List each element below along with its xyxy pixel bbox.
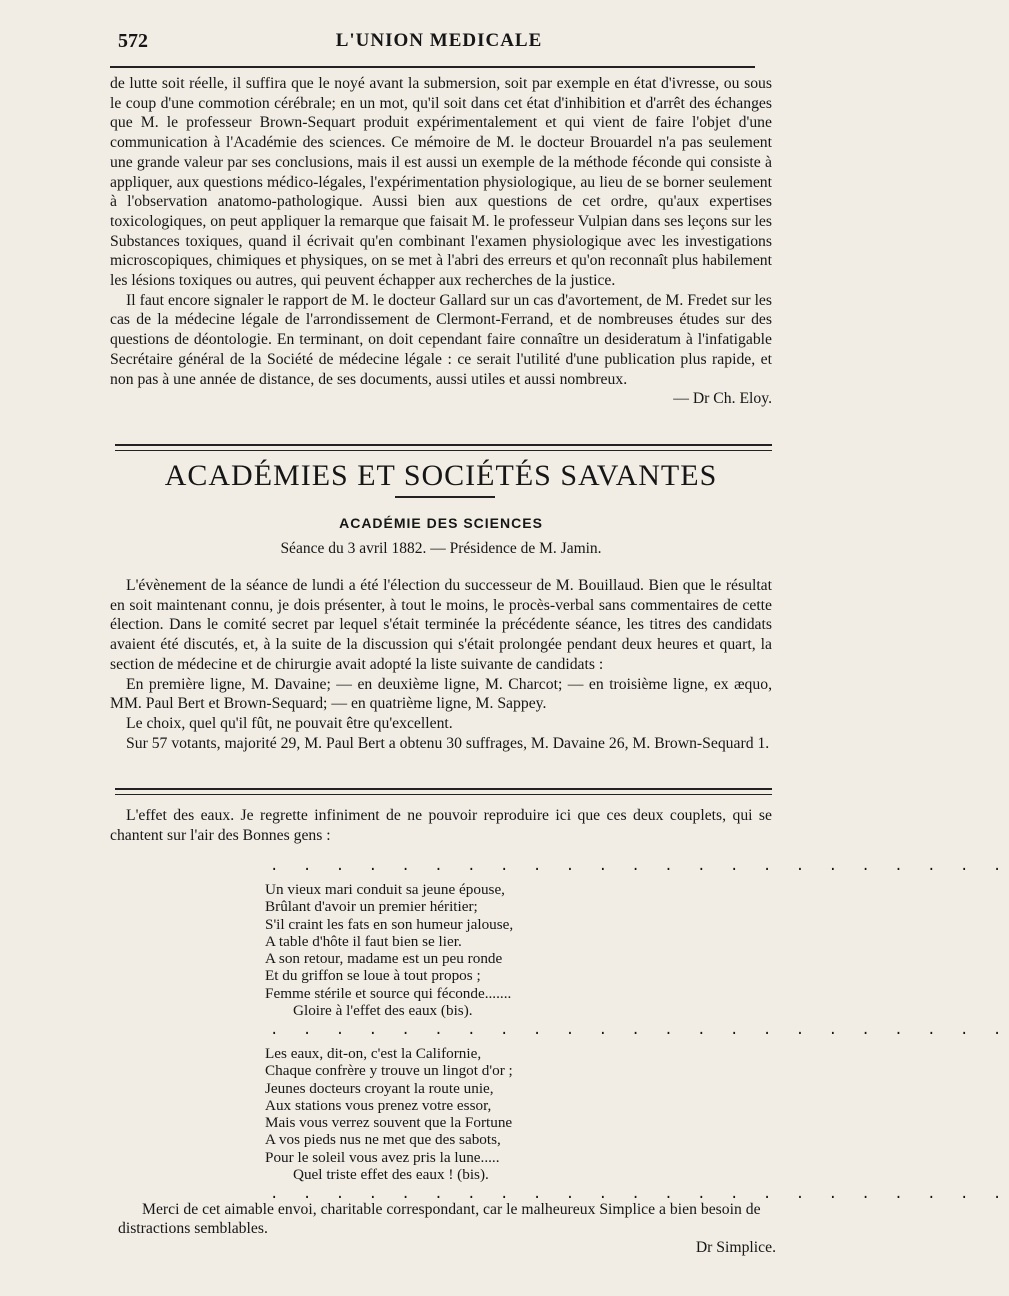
running-title: L'UNION MEDICALE	[335, 30, 543, 51]
page-header	[118, 30, 760, 64]
section-divider-2	[115, 788, 772, 795]
closing-signature: Dr Simplice.	[695, 1239, 776, 1256]
report-paragraph-3: Le choix, quel qu'il fût, ne pouvait être qu'excellent.	[126, 714, 453, 732]
top-article-signature: — Dr Ch. Eloy.	[673, 390, 772, 408]
eaux-intro-text: L'effet des eaux. Je regrette infiniment de ne pouvoir reproduire ici que ces deux couplets, qui se chantent sur l'air des Bonnes gens :	[110, 807, 772, 844]
section-divider	[115, 444, 772, 451]
closing-text: Merci de cet aimable envoi, charitable correspondant, car le malheureux Simplice a bien besoin de distractions semblables.	[118, 1201, 761, 1237]
verse-line: Mais vous verrez souvent que la Fortune	[265, 1114, 513, 1132]
session-line: Séance du 3 avril 1882. — Présidence de M. Jamin.	[280, 540, 602, 557]
verse-refrain: Gloire à l'effet des eaux (bis).	[293, 1002, 473, 1020]
verse-line: A table d'hôte il faut bien se lier.	[265, 932, 462, 950]
top-article-paragraph-1: de lutte soit réelle, il suffira que le noyé avant la submersion, soit par exemple en état d'ivresse, ou sous le coup d'une commotion cérébrale; en un mot, qu'il soit dans cet état d'inhibition et d'arrêt des échanges que M. le professeur Brown-Sequart produit expérimentalement et qui vient de faire l'objet d'une communication à l'Académie des sciences. Ce mémoire de M. le docteur Brouardel n'a pas seulement une grande valeur par ses conclusions, mais il est aussi un exemple de la méthode féconde qui consiste à appliquer, aux questions médico-légales, l'expérimentation physiologique, au lieu de se borner seulement à l'observation anatomo-pathologique. Aussi bien aux questions de cet ordre, qu'aux expertises toxicologiques, on peut appliquer la remarque que faisait M. le professeur Vulpian dans ses leçons sur les Substances toxiques, quand il écrivait qu'en combinant l'examen physiologique avec les investigations microscopiques, chimiques et physiques, on se met à l'abri des erreurs et qu'on reconnaît plus habilement les lésions toxiques ou autres, qui peuvent échapper aux recherches de la justice.	[110, 75, 772, 290]
verse-line: Les eaux, dit-on, c'est la Californie,	[265, 1045, 482, 1062]
verse-line: Et du griffon se loue à tout propos ;	[265, 967, 481, 985]
ellipsis-row-1: . . . . . . . . . . . . . . . . . . . . . . .	[270, 858, 1009, 874]
verse-line: A son retour, madame est un peu ronde	[265, 950, 503, 968]
subsection-title: ACADÉMIE DES SCIENCES	[339, 515, 543, 531]
verse-1	[265, 881, 565, 1019]
verse-2	[265, 1045, 565, 1183]
top-article	[110, 74, 772, 409]
closing-paragraph	[118, 1200, 776, 1257]
verse-line: Brûlant d'avoir un premier héritier;	[265, 898, 478, 916]
verse-line: Pour le soleil vous avez pris la lune.....	[265, 1148, 500, 1166]
ellipsis-row-3: . . . . . . . . . . . . . . . . . . . . . . .	[270, 1186, 1009, 1202]
report-paragraph-4: Sur 57 votants, majorité 29, M. Paul Bert a obtenu 30 suffrages, M. Davaine 26, M. Brown-Sequard 1.	[126, 734, 770, 752]
verse-line: Femme stérile et source qui féconde.......	[265, 984, 512, 1002]
verse-line: A vos pieds nus ne met que des sabots,	[265, 1131, 501, 1149]
verse-line: S'il craint les fats en son humeur jalouse,	[265, 915, 514, 933]
verse-line: Aux stations vous prenez votre essor,	[265, 1096, 492, 1114]
report-paragraph-2: En première ligne, M. Davaine; — en deuxième ligne, M. Charcot; — en troisième ligne, ex æquo, MM. Paul Bert et Brown-Sequard; — en quatrième ligne, M. Sappey.	[110, 675, 772, 713]
ellipsis-row-2: . . . . . . . . . . . . . . . . . . . . . . .	[270, 1022, 1009, 1038]
section-title: ACADÉMIES ET SOCIÉTÉS SAVANTES	[164, 459, 718, 492]
title-rule	[395, 496, 495, 498]
page-number: 572	[118, 30, 148, 52]
header-rule	[110, 66, 755, 68]
verse-line: Jeunes docteurs croyant la route unie,	[265, 1079, 494, 1097]
verse-line: Chaque confrère y trouve un lingot d'or ;	[265, 1062, 513, 1080]
eaux-intro	[110, 806, 772, 845]
verse-refrain: Quel triste effet des eaux ! (bis).	[293, 1166, 489, 1184]
top-article-paragraph-2: Il faut encore signaler le rapport de M. le docteur Gallard sur un cas d'avortement, de M. Fredet sur les cas de la médecine légale de l'arrondissement de Clermont-Ferrand, et de nombreuses études sur des questions de déontologie. En terminant, on doit cependant faire connaître un desideratum à l'infatigable Secrétaire général de la Société de médecine légale : ce serait l'utilité d'une publication plus rapide, et non pas à une année de distance, de ses documents, aussi utiles et aussi nombreux.	[110, 291, 772, 388]
academy-report	[110, 576, 772, 753]
verse-line: Un vieux mari conduit sa jeune épouse,	[265, 881, 505, 898]
report-paragraph-1: L'évènement de la séance de lundi a été l'élection du successeur de M. Bouillaud. Bien que le résultat en soit maintenant connu, je dois présenter, à tout le moins, le procès-verbal sans commentaires de cette élection. Dans le comité secret par lequel s'était terminée la précédente séance, les titres des candidats avaient été discutés, et, à la suite de la discussion qui s'était prolongée pendant deux heures et quart, la section de médecine et de chirurgie avait adopté la liste suivante de candidats :	[110, 577, 772, 673]
